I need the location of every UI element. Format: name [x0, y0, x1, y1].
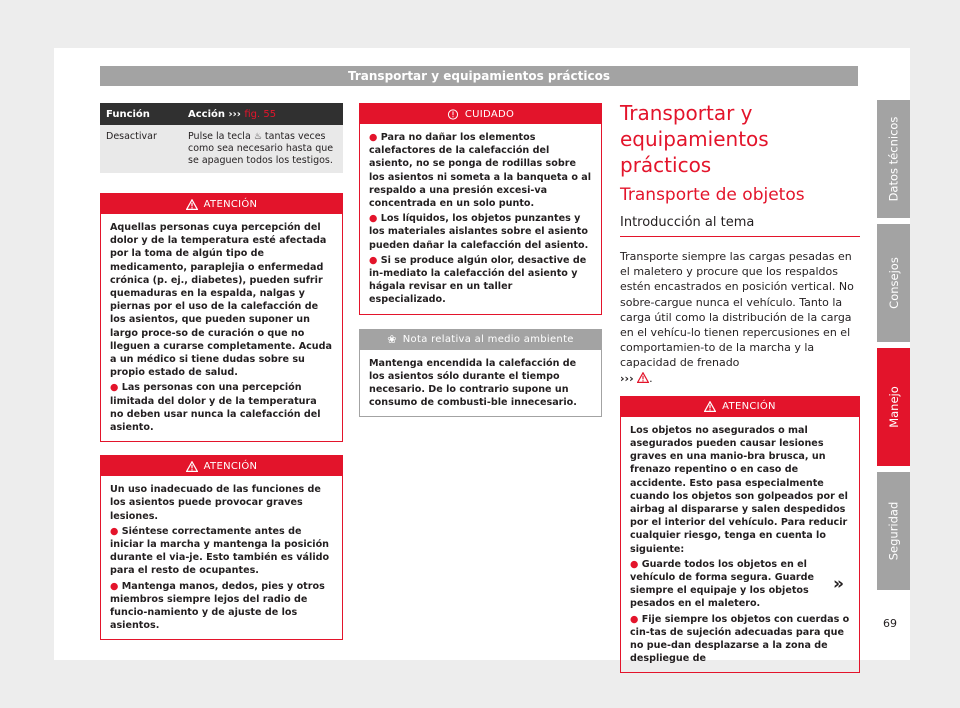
warning-title: ATENCIÓN — [722, 401, 776, 413]
function-table — [100, 103, 343, 173]
ref-arrow: ››› — [620, 371, 634, 385]
warning-title: ATENCIÓN — [203, 198, 258, 210]
warning-box-2 — [100, 455, 343, 640]
warning-bullet — [110, 381, 333, 434]
action-text-start: Pulse la tecla — [188, 131, 251, 142]
bullet-text: Guarde todos los objetos en el vehículo de forma segura. Guarde siempre el equipaje y los objetos pesados en el maletero. — [630, 558, 815, 610]
warning-box-1 — [100, 193, 343, 442]
section-title-line1: Transportar y — [620, 101, 753, 125]
page-number: 69 — [883, 617, 897, 630]
caution-bullet — [369, 254, 592, 307]
tab-label: Consejos — [886, 257, 901, 309]
bullet-text: Si se produce algún olor, desactive de in-mediato la calefacción del asiento y hágala revisar en un taller especializado. — [369, 254, 587, 306]
bullet-text: Siéntese correctamente antes de iniciar la marcha y mantenga la posición durante el via-je. Esto también es válido para el resto de ocupantes. — [110, 525, 330, 577]
bullet-icon: ● — [369, 254, 378, 266]
bullet-icon: ● — [369, 213, 378, 225]
caution-title: CUIDADO — [464, 108, 515, 120]
tab-label: Seguridad — [886, 501, 901, 561]
paragraph-text: Transporte siempre las cargas pesadas en el maletero y procure que los respaldos estén encastrados en posición vertical. No sobre-cargue nunca el vehículo. Tanto la carga útil como la distribución de la carga en el vehícu-lo tienen repercusiones en el comportamien-to de la marcha y la capacidad de frenado — [620, 250, 854, 370]
environment-note-box — [359, 329, 602, 418]
caution-bullet — [369, 212, 592, 252]
warning-bullet — [630, 613, 850, 666]
tab-consejos[interactable] — [877, 224, 910, 342]
warning-box-3 — [620, 396, 860, 674]
tab-manejo[interactable] — [877, 348, 910, 466]
figure-ref-link[interactable]: fig. 55 — [244, 108, 277, 120]
bullet-text: Mantenga manos, dedos, pies y otros miembros siempre lejos del radio de funcio-namiento y de ajuste de los asientos. — [110, 580, 325, 632]
subsection-title: Transporte de objetos — [620, 185, 805, 205]
bullet-text: Para no dañar los elementos calefactores de la calefacción del asiento, no se ponga de rodillas sobre los asientos ni someta a la banqueta o al respaldo a una presión excesi-va concentrada en un solo punto. — [369, 132, 592, 210]
warning-text: Aquellas personas cuya percepción del dolor y de la temperatura esté afectada por la toma de algún tipo de medicamento, paraplejia o enfermedad crónica (p. ej., diabetes), pueden sufrir quemaduras en la espalda, nalgas y piernas por el uso de la calefacción de los asientos, que pueden suponer un largo proce-so de curación o que no lleguen a curarse completamente. Acuda a un médico si tiene dudas sobre su propio estado de salud. — [110, 222, 332, 379]
table-cell-function: Desactivar — [100, 125, 182, 173]
section-title — [620, 100, 860, 178]
warning-triangle-icon — [186, 199, 198, 210]
bullet-icon: ● — [110, 382, 119, 394]
table-header-label: Acción — [188, 108, 226, 120]
bullet-text: Fije siempre los objetos con cuerdas o cin-tas de sujeción adecuadas para que no pue-dan desplazarse a la zona de despliegue de — [630, 613, 850, 665]
warning-triangle-link-icon[interactable] — [637, 372, 649, 383]
ref-arrow: ››› — [228, 108, 241, 120]
continue-arrow-icon: » — [833, 574, 844, 594]
warning-bullet — [630, 558, 850, 611]
warning-triangle-icon — [186, 461, 198, 472]
bullet-icon: ● — [110, 580, 119, 592]
warning-bullet — [110, 580, 333, 633]
tab-label: Datos técnicos — [886, 116, 901, 202]
warning-bullet — [110, 525, 333, 578]
bullet-icon: ● — [630, 613, 639, 625]
tab-datos-tecnicos[interactable] — [877, 100, 910, 218]
bullet-icon: ● — [110, 525, 119, 537]
table-row — [100, 125, 343, 173]
warning-triangle-icon — [704, 401, 716, 412]
section-title-line2: equipamientos prácticos — [620, 127, 769, 177]
caution-box — [359, 103, 602, 315]
info-circle-icon — [447, 109, 459, 120]
note-text: Mantenga encendida la calefacción de los asientos sólo durante el tiempo necesario. De lo contrario supone un consumo de combusti-ble innecesario. — [369, 357, 577, 409]
tab-label: Manejo — [886, 386, 901, 428]
action-text-end: tantas veces como sea necesario hasta que se apaguen todos los testigos. — [188, 131, 334, 166]
left-column — [100, 103, 343, 640]
paragraph-end: . — [649, 371, 653, 385]
bullet-text: Las personas con una percepción limitada del dolor y de la temperatura no deben usar nunca la calefacción del asiento. — [110, 382, 321, 434]
environment-flower-icon: ❀ — [387, 333, 397, 347]
bullet-text: Los líquidos, los objetos punzantes y los materiales aislantes sobre el asiento pueden dañar la calefacción del asiento. — [369, 213, 589, 251]
topic-heading: Introducción al tema — [620, 214, 860, 237]
warning-text: Los objetos no asegurados o mal asegurados pueden causar lesiones graves en una manio-bra brusca, un frenazo repentino o en caso de accidente. Esto pasa especialmente cuando los objetos son golpeados por el airbag al dispararse y salen despedidos por el interior del vehículo. Para reducir cualquier riesgo, tenga en cuenta lo siguiente: — [630, 424, 848, 555]
bullet-icon: ● — [630, 558, 639, 570]
note-title: Nota relativa al medio ambiente — [402, 334, 574, 346]
middle-column — [359, 103, 602, 417]
intro-paragraph — [620, 249, 860, 386]
table-cell-action — [182, 125, 343, 173]
page-header: Transportar y equipamientos prácticos — [100, 66, 858, 86]
bullet-icon: ● — [369, 132, 378, 143]
table-header-accion — [182, 103, 343, 125]
tab-seguridad[interactable] — [877, 472, 910, 590]
caution-bullet — [369, 131, 592, 210]
warning-text: Un uso inadecuado de las funciones de los asientos puede provocar graves lesiones. — [110, 484, 321, 522]
table-header-funcion: Función — [100, 103, 182, 125]
warning-title: ATENCIÓN — [203, 460, 258, 472]
right-column — [620, 100, 860, 673]
seat-heat-icon: ♨ — [253, 132, 262, 142]
